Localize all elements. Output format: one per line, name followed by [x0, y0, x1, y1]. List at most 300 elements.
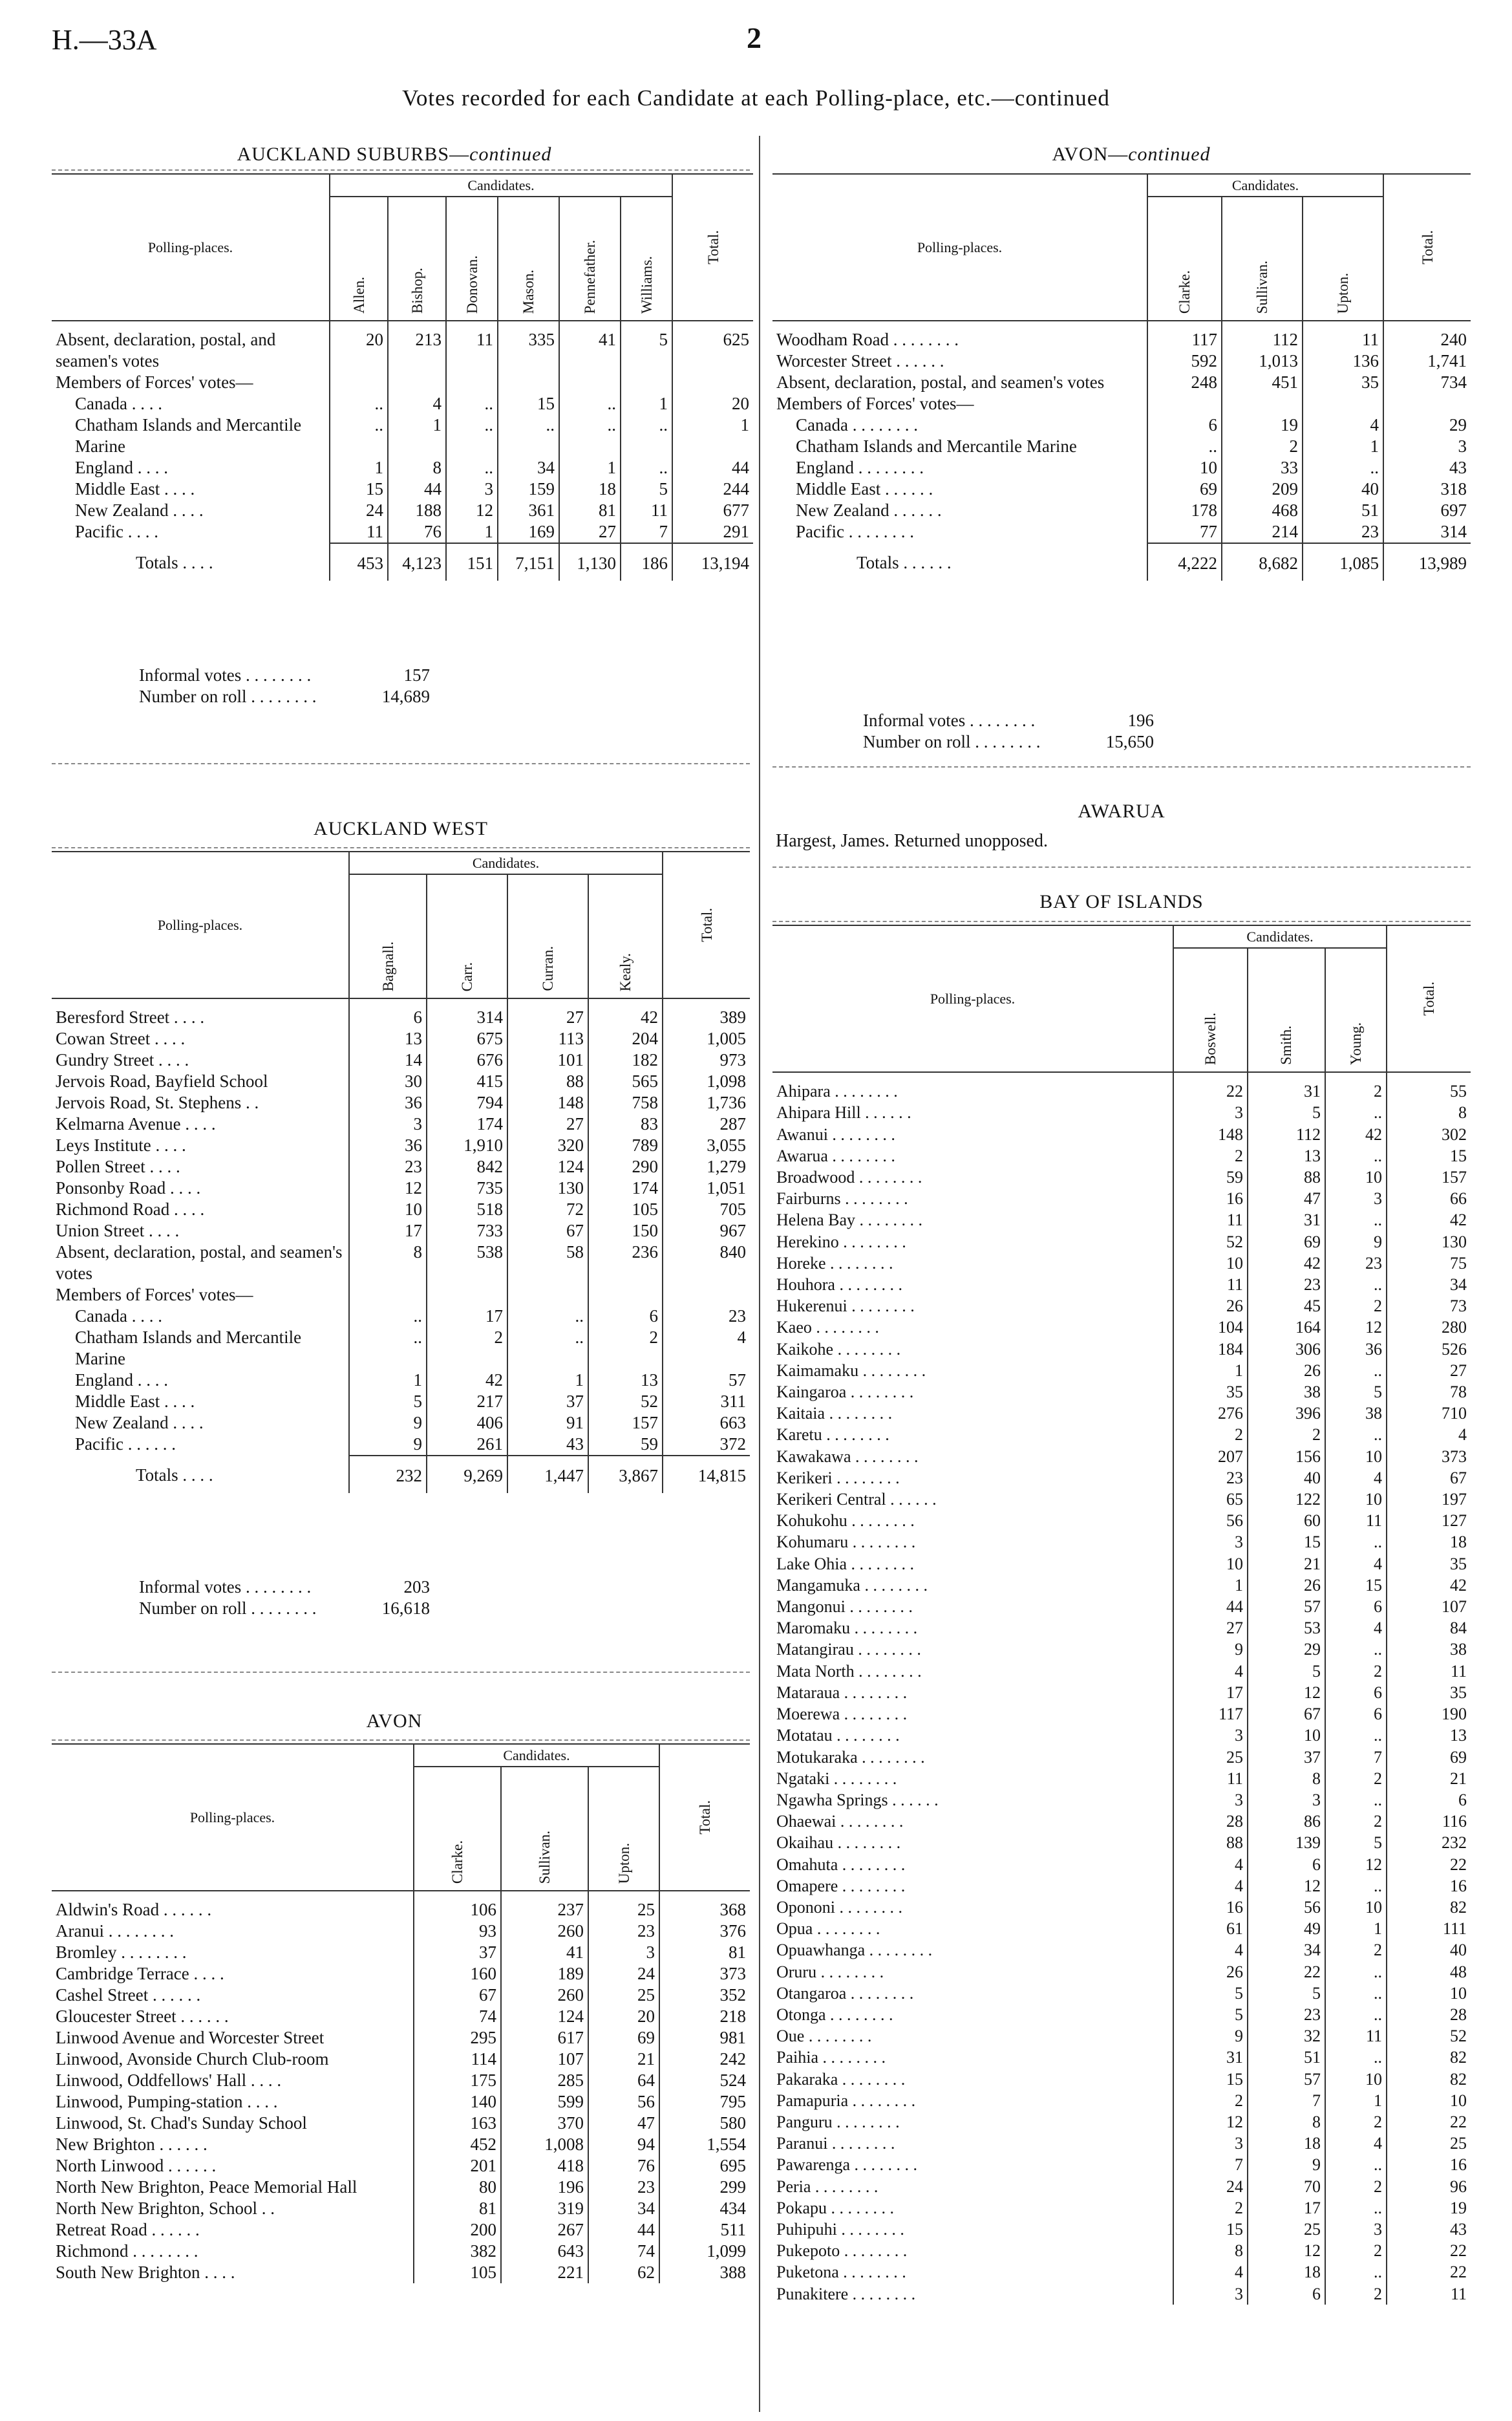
candidate-votes: 207	[1173, 1446, 1248, 1467]
polling-place-name: Ahipara Hill . . . . . .	[776, 1103, 911, 1123]
candidate-votes: 81	[559, 500, 621, 521]
candidate-votes: 114	[414, 2049, 501, 2070]
table-row	[772, 1295, 1471, 1317]
polling-place-name: Otonga . . . . . . . .	[776, 2005, 893, 2024]
grand-total: 14,815	[663, 1456, 750, 1493]
candidate-votes: ..	[1325, 1639, 1387, 1660]
candidate-total: 186	[621, 543, 672, 581]
candidate-votes: 23	[1303, 521, 1383, 543]
candidate-votes: 9	[349, 1434, 427, 1456]
table-row	[772, 2025, 1471, 2047]
candidate-votes: ..	[349, 1306, 427, 1327]
informal-votes-value: 203	[403, 1577, 430, 1597]
row-total: 6	[1387, 1789, 1471, 1811]
candidate-votes: 306	[1248, 1339, 1325, 1360]
candidate-votes: 5	[349, 1391, 427, 1412]
candidate-votes: 2	[1325, 1295, 1387, 1317]
candidate-votes: 1	[330, 457, 388, 479]
spacer-cell	[559, 321, 621, 329]
polling-place-name: Ahipara . . . . . . . .	[776, 1082, 898, 1101]
candidate-votes: 27	[559, 521, 621, 543]
page-number: 2	[747, 21, 761, 54]
candidate-total: 151	[446, 543, 498, 581]
table-row	[772, 1274, 1471, 1295]
candidate-votes: 12	[1173, 2111, 1248, 2133]
row-total: 705	[663, 1199, 750, 1220]
spacer-cell	[498, 321, 559, 329]
candidate-votes: 41	[559, 329, 621, 372]
candidate-votes: 124	[507, 1156, 588, 1178]
polling-place-name: Puketona . . . . . . . .	[776, 2263, 906, 2282]
row-total: 1,098	[663, 1071, 750, 1092]
row-total: 27	[1387, 1360, 1471, 1381]
candidate-votes: 9	[1325, 1231, 1387, 1253]
polling-place-name: Motukaraka . . . . . . . .	[776, 1747, 925, 1767]
polling-place-name: Mangamuka . . . . . . . .	[776, 1575, 928, 1595]
candidate-header	[1222, 197, 1303, 321]
row-total: 10	[1387, 1983, 1471, 2004]
bay-of-islands-title: BAY OF ISLANDS	[1039, 891, 1204, 912]
number-on-roll-label: Number on roll . . . . . . . .	[863, 732, 1041, 751]
polling-place-name: Kawakawa . . . . . . . .	[776, 1447, 919, 1466]
spacer-cell	[388, 321, 446, 329]
table-row	[772, 1661, 1471, 1682]
row-total: 116	[1387, 1811, 1471, 1832]
candidate-votes: ..	[1325, 2047, 1387, 2068]
table-row	[52, 2113, 750, 2134]
table-row	[772, 500, 1471, 521]
row-total	[1383, 393, 1471, 414]
number-on-roll-row	[139, 686, 430, 707]
candidate-votes: 3	[1173, 1531, 1248, 1553]
polling-place-name: Cashel Street . . . . . .	[56, 1985, 201, 2005]
candidate-votes: 34	[498, 457, 559, 479]
row-total: 352	[659, 1985, 750, 2006]
candidate-votes: ..	[330, 393, 388, 414]
polling-place-name: Leys Institute . . . .	[56, 1135, 186, 1155]
candidate-votes: 2	[1173, 2090, 1248, 2111]
table-row	[772, 1489, 1471, 1510]
candidates-header: Candidates.	[330, 174, 672, 197]
candidate-votes: 6	[1325, 1596, 1387, 1617]
informal-votes-label: Informal votes . . . . . . . .	[863, 711, 1036, 730]
table-row	[772, 1102, 1471, 1123]
candidate-votes: 1,013	[1222, 350, 1303, 372]
section-rule	[772, 921, 1471, 922]
candidate-votes: ..	[1325, 2197, 1387, 2219]
polling-place-name: Karetu . . . . . . . .	[776, 1425, 889, 1445]
candidate-votes	[1222, 393, 1303, 414]
candidate-name: Bishop.	[409, 268, 425, 314]
polling-place-name: Members of Forces' votes—	[56, 1285, 253, 1304]
candidate-votes: ..	[1325, 1145, 1387, 1167]
candidate-votes: 59	[1173, 1167, 1248, 1188]
table-row	[772, 1789, 1471, 1811]
candidate-total: 8,682	[1222, 543, 1303, 581]
candidate-name: Curran.	[540, 946, 556, 991]
candidate-votes: 320	[507, 1135, 588, 1156]
row-total: 10	[1387, 2090, 1471, 2111]
candidate-votes: 32	[1248, 2025, 1325, 2047]
candidate-votes	[446, 372, 498, 393]
candidate-votes: 80	[414, 2177, 501, 2198]
polling-place-name: Otangaroa . . . . . . . .	[776, 1983, 914, 2003]
candidate-votes: 38	[1325, 1403, 1387, 1424]
candidate-votes: ..	[507, 1306, 588, 1327]
candidate-votes: 7	[1248, 2090, 1325, 2111]
table-row	[52, 393, 753, 414]
candidate-votes: ..	[559, 393, 621, 414]
candidate-votes: ..	[498, 414, 559, 457]
row-total: 11	[1387, 1661, 1471, 1682]
candidate-votes: 51	[1303, 500, 1383, 521]
polling-place-name: Horeke . . . . . . . .	[776, 1253, 893, 1273]
row-total: 372	[663, 1434, 750, 1456]
table-row	[772, 1124, 1471, 1145]
row-total: 81	[659, 1942, 750, 1963]
table-row	[772, 393, 1471, 414]
candidate-votes: 117	[1147, 329, 1222, 350]
candidate-votes: 19	[1222, 414, 1303, 436]
candidate-votes: 592	[1147, 350, 1222, 372]
table-row	[772, 2283, 1471, 2305]
polling-place-name: Pacific . . . . . .	[75, 1434, 176, 1454]
candidate-votes: ..	[1325, 1531, 1387, 1553]
avon-continued-title-text: AVON—	[1052, 144, 1129, 165]
candidate-name: Pennefather.	[582, 239, 598, 314]
candidate-header	[330, 197, 388, 321]
polling-place-name: Absent, declaration, postal, and seamen's votes	[56, 330, 276, 371]
row-total: 21	[1387, 1768, 1471, 1789]
polling-place-name: Kaimamaku . . . . . . . .	[776, 1361, 926, 1380]
spacer-row	[52, 321, 753, 329]
polling-place-name: Kohukohu . . . . . . . .	[776, 1511, 915, 1531]
polling-place-name: Opuawhanga . . . . . . . .	[776, 1941, 933, 1960]
polling-place-name: Middle East . . . . . .	[796, 479, 933, 499]
polling-place-name: Puhipuhi . . . . . . . .	[776, 2219, 904, 2239]
candidate-votes: ..	[621, 414, 672, 457]
total-header	[1383, 174, 1471, 321]
candidate-name: Upton.	[1335, 272, 1351, 314]
table-row	[52, 1114, 750, 1135]
candidate-votes: 69	[588, 2027, 659, 2049]
row-total: 1,736	[663, 1092, 750, 1114]
auckland-west-table	[52, 851, 750, 1493]
row-total: 42	[1387, 1209, 1471, 1231]
polling-place-name: Kaeo . . . . . . . .	[776, 1318, 879, 1337]
candidate-votes: 23	[1173, 1467, 1248, 1489]
candidate-votes: ..	[330, 414, 388, 457]
candidate-votes: 2	[1173, 2197, 1248, 2219]
table-row	[52, 500, 753, 521]
candidate-votes: ..	[349, 1327, 427, 1370]
candidate-votes: 15	[1173, 2069, 1248, 2090]
table-row	[772, 2240, 1471, 2261]
candidate-votes: 24	[1173, 2176, 1248, 2197]
candidate-votes: 47	[1248, 1188, 1325, 1209]
candidate-total: 453	[330, 543, 388, 581]
row-total: 73	[1387, 1295, 1471, 1317]
table-row	[772, 1832, 1471, 1853]
candidate-votes: 67	[507, 1220, 588, 1242]
spacer-cell	[672, 321, 753, 329]
candidate-votes: 1	[388, 414, 446, 457]
row-total: 22	[1387, 2240, 1471, 2261]
polling-place-name: Mangonui . . . . . . . .	[776, 1597, 913, 1617]
candidate-header	[588, 874, 663, 998]
auckland-suburbs-table	[52, 173, 753, 581]
candidate-votes: ..	[1325, 1274, 1387, 1295]
candidate-votes	[330, 372, 388, 393]
candidate-votes: ..	[446, 414, 498, 457]
candidate-votes: 25	[588, 1899, 659, 1921]
candidate-votes: 11	[621, 500, 672, 521]
candidate-votes: 6	[1147, 414, 1222, 436]
table-row	[52, 1135, 750, 1156]
candidate-votes: 76	[388, 521, 446, 543]
candidate-votes: 1	[1173, 1575, 1248, 1596]
candidate-votes: 76	[588, 2155, 659, 2177]
table-row	[772, 1897, 1471, 1918]
candidate-votes: 81	[414, 2198, 501, 2219]
candidate-votes: 56	[588, 2091, 659, 2113]
polling-place-name: Richmond Road . . . .	[56, 1200, 205, 1219]
polling-place-name: North New Brighton, School . .	[56, 2199, 275, 2218]
candidate-votes: 2	[1325, 1768, 1387, 1789]
candidate-votes: ..	[1325, 1983, 1387, 2004]
table-row	[772, 479, 1471, 500]
candidate-votes: 65	[1173, 1489, 1248, 1510]
row-total	[672, 372, 753, 393]
candidate-votes: 200	[414, 2219, 501, 2241]
polling-place-name: Pokapu . . . . . . . .	[776, 2198, 894, 2217]
row-total: 130	[1387, 1231, 1471, 1253]
spacer-cell	[1303, 321, 1383, 329]
candidate-votes: 51	[1248, 2047, 1325, 2068]
row-total: 677	[672, 500, 753, 521]
table-row	[52, 1178, 750, 1199]
candidate-votes: 10	[1147, 457, 1222, 479]
spacer-cell	[414, 1891, 501, 1899]
row-total: 967	[663, 1220, 750, 1242]
candidate-votes: 23	[349, 1156, 427, 1178]
candidate-votes: 70	[1248, 2176, 1325, 2197]
candidate-votes: 184	[1173, 1339, 1248, 1360]
candidate-votes: 157	[588, 1412, 663, 1434]
candidate-votes: 7	[621, 521, 672, 543]
candidate-votes: 182	[588, 1049, 663, 1071]
row-total: 157	[1387, 1167, 1471, 1188]
candidate-votes: 11	[1173, 1274, 1248, 1295]
candidate-votes: 8	[1248, 1768, 1325, 1789]
candidate-votes: 101	[507, 1049, 588, 1071]
row-total: 376	[659, 1921, 750, 1942]
candidate-votes: 23	[1248, 1274, 1325, 1295]
table-row	[772, 1403, 1471, 1424]
candidate-votes: 58	[507, 1242, 588, 1284]
polling-place-name: Canada . . . .	[75, 1306, 162, 1326]
polling-place-name: Omahuta . . . . . . . .	[776, 1855, 906, 1874]
candidate-votes: 36	[349, 1135, 427, 1156]
row-total: 52	[1387, 2025, 1471, 2047]
table-row	[52, 2155, 750, 2177]
polling-places-header: Polling-places.	[52, 852, 349, 998]
table-row	[772, 1446, 1471, 1467]
polling-place-name: Lake Ohia . . . . . . . .	[776, 1554, 915, 1573]
row-total: 22	[1387, 2261, 1471, 2283]
polling-place-name: Middle East . . . .	[75, 479, 195, 499]
section-rule	[52, 1672, 750, 1673]
candidate-votes: 260	[501, 1985, 588, 2006]
polling-place-name: Absent, declaration, postal, and seamen's votes	[56, 1242, 343, 1283]
table-row	[52, 2006, 750, 2027]
candidate-votes: 214	[1222, 521, 1303, 543]
candidate-votes: 16	[1173, 1897, 1248, 1918]
table-row	[772, 1854, 1471, 1875]
candidate-votes: 1	[349, 1370, 427, 1391]
auckland-suburbs-title-text: AUCKLAND SUBURBS—	[237, 144, 470, 165]
candidate-votes: 148	[507, 1092, 588, 1114]
polling-place-name: Paihia . . . . . . . .	[776, 2048, 886, 2067]
candidate-votes: 3	[1173, 2283, 1248, 2305]
candidate-votes: 5	[1248, 1102, 1325, 1123]
candidate-votes: 2	[1325, 1661, 1387, 1682]
candidate-votes: ..	[1325, 2261, 1387, 2283]
column-divider	[759, 136, 760, 2412]
candidate-votes: 53	[1248, 1617, 1325, 1639]
candidate-votes	[1147, 393, 1222, 414]
candidate-name: Upton.	[615, 1842, 632, 1884]
candidate-votes: 33	[1222, 457, 1303, 479]
total-header-text: Total.	[705, 230, 721, 264]
row-total: 981	[659, 2027, 750, 2049]
polling-place-name: Chatham Islands and Mercantile Marine	[75, 1328, 302, 1368]
candidate-votes: 12	[1325, 1317, 1387, 1338]
polling-place-name: Opononi . . . . . . . .	[776, 1897, 902, 1917]
totals-row	[772, 543, 1471, 581]
candidate-votes: 196	[501, 2177, 588, 2198]
polling-place-name: Matangirau . . . . . . . .	[776, 1640, 921, 1659]
polling-place-name: Jervois Road, St. Stephens . .	[56, 1093, 259, 1112]
candidate-votes: 106	[414, 1899, 501, 1921]
candidate-votes: 396	[1248, 1403, 1325, 1424]
row-total: 8	[1387, 1102, 1471, 1123]
row-total: 434	[659, 2198, 750, 2219]
auckland-west-title: AUCKLAND WEST	[314, 818, 488, 839]
candidate-votes: 27	[1173, 1617, 1248, 1639]
row-total: 291	[672, 521, 753, 543]
candidate-votes: 9	[349, 1412, 427, 1434]
candidate-votes: 21	[1248, 1553, 1325, 1575]
polling-place-name: Motatau . . . . . . . .	[776, 1726, 900, 1745]
polling-place-name: Opua . . . . . . . .	[776, 1919, 880, 1939]
candidate-votes: 104	[1173, 1317, 1248, 1338]
candidate-votes: 36	[349, 1092, 427, 1114]
candidate-votes: 52	[588, 1391, 663, 1412]
candidate-votes: 42	[1325, 1124, 1387, 1145]
row-total: 16	[1387, 1875, 1471, 1897]
candidate-header	[1147, 197, 1222, 321]
candidate-votes: 643	[501, 2241, 588, 2262]
polling-place-name: North New Brighton, Peace Memorial Hall	[56, 2177, 357, 2197]
table-row	[52, 1156, 750, 1178]
candidate-votes: 35	[1173, 1381, 1248, 1403]
candidate-votes: 1,910	[427, 1135, 507, 1156]
auckland-suburbs-title	[52, 144, 737, 166]
candidate-header	[501, 1767, 588, 1891]
candidate-votes: 248	[1147, 372, 1222, 393]
spacer-cell	[1147, 321, 1222, 329]
candidate-votes: ..	[1325, 1789, 1387, 1811]
polling-place-name: Beresford Street . . . .	[56, 1007, 205, 1027]
candidate-votes: 6	[588, 1306, 663, 1327]
candidate-name: Carr.	[459, 962, 475, 991]
candidate-votes: 1	[1173, 1360, 1248, 1381]
candidate-votes: 382	[414, 2241, 501, 2262]
candidate-total: 7,151	[498, 543, 559, 581]
candidate-votes: ..	[1325, 1102, 1387, 1123]
row-total	[663, 1284, 750, 1306]
candidate-votes: ..	[1325, 1360, 1387, 1381]
candidate-votes: 124	[501, 2006, 588, 2027]
candidate-votes: 17	[349, 1220, 427, 1242]
candidate-votes: 10	[1325, 1446, 1387, 1467]
polling-place-name: Ngataki . . . . . . . .	[776, 1769, 897, 1788]
total-header-text: Total.	[1419, 230, 1436, 264]
table-row	[772, 1639, 1471, 1660]
candidate-name: Sullivan.	[1254, 260, 1270, 314]
document-reference: H.—33A	[52, 24, 157, 56]
candidate-votes: 236	[588, 1242, 663, 1284]
candidate-votes: 105	[414, 2262, 501, 2283]
polling-place-name: Gloucester Street . . . . . .	[56, 2007, 229, 2026]
row-total: 373	[1387, 1446, 1471, 1467]
polling-place-name: Pacific . . . .	[75, 522, 158, 541]
candidate-votes: 43	[507, 1434, 588, 1456]
row-total: 1,099	[659, 2241, 750, 2262]
candidate-votes: 88	[1248, 1167, 1325, 1188]
candidate-votes: 5	[1173, 2004, 1248, 2025]
table-row	[772, 1209, 1471, 1231]
candidate-votes: 112	[1222, 329, 1303, 350]
candidate-votes: 6	[1325, 1703, 1387, 1725]
polling-place-name: Retreat Road . . . . . .	[56, 2220, 200, 2239]
table-row	[772, 350, 1471, 372]
row-total: 82	[1387, 1897, 1471, 1918]
candidate-name: Donovan.	[463, 255, 480, 314]
spacer-cell	[427, 998, 507, 1007]
row-total: 15	[1387, 1145, 1471, 1167]
candidate-name: Williams.	[638, 255, 655, 314]
row-total: 1	[672, 414, 753, 457]
section-rule	[772, 766, 1471, 768]
polling-place-name: Pacific . . . . . . . .	[796, 522, 914, 541]
candidate-votes: 2	[1325, 1939, 1387, 1961]
candidate-votes: 188	[388, 500, 446, 521]
table-row	[52, 1092, 750, 1114]
table-row	[772, 1682, 1471, 1703]
candidate-votes: 4	[1303, 414, 1383, 436]
candidate-votes: 42	[427, 1370, 507, 1391]
candidate-votes: 789	[588, 1135, 663, 1156]
row-total: 240	[1383, 329, 1471, 350]
polling-place-name: Ngawha Springs . . . . . .	[776, 1790, 939, 1809]
spacer-cell	[588, 998, 663, 1007]
table-row	[772, 436, 1471, 457]
row-total: 368	[659, 1899, 750, 1921]
candidate-votes: 1	[1325, 2090, 1387, 2111]
polling-place-name: Gundry Street . . . .	[56, 1050, 189, 1070]
